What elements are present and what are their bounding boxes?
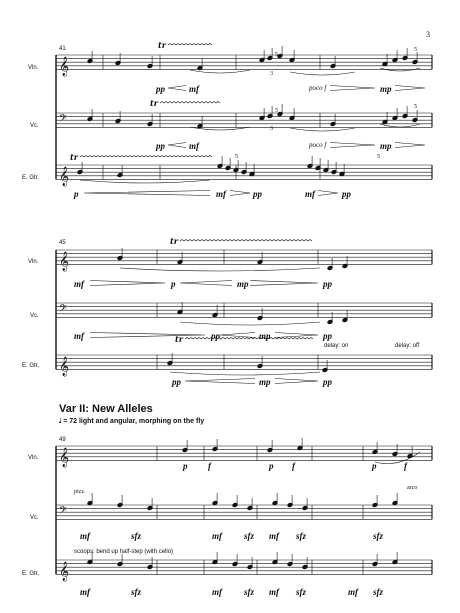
crescendo-hairpin	[220, 333, 255, 338]
trill-wavy-line	[185, 338, 313, 340]
delay-on-text: delay: on	[324, 343, 349, 349]
dyn-vc2-pp: pp	[211, 331, 220, 341]
dyn-vc-mp: mp	[380, 141, 392, 151]
dyn-gtr3-mf-1: mf	[80, 587, 90, 597]
label-guitar: E. Gtr.	[22, 175, 40, 181]
half-note-icon: 𝅗𝅥	[59, 418, 62, 425]
dyn-gtr-pp: pp	[253, 189, 262, 199]
dyn-gtr3-sfz-4: sfz	[373, 587, 384, 597]
scoops-instruction: scoops: bend up half-step (with cello)	[74, 549, 174, 555]
tuplet-vc-3: 3	[270, 126, 273, 132]
decrescendo-hairpin	[250, 281, 318, 286]
expr-vln-poco-f: poco f	[309, 84, 327, 92]
trill-wavy-line	[168, 44, 212, 46]
treble-clef-icon: 𝄞	[59, 356, 70, 377]
slur	[170, 372, 320, 375]
slur	[190, 70, 250, 73]
decrescendo-hairpin	[330, 86, 375, 91]
measure-number-41: 41	[59, 46, 66, 52]
trill-wavy-line	[180, 240, 312, 242]
slur	[290, 72, 355, 75]
page-number: 3	[426, 30, 430, 39]
trill-icon: tr	[175, 334, 183, 344]
dyn-vln2-pp: pp	[323, 279, 332, 289]
slur	[180, 322, 320, 325]
decrescendo-hairpin	[230, 191, 250, 196]
label-cello-2: Vc.	[30, 313, 39, 319]
decrescendo-hairpin	[395, 86, 425, 91]
treble-clef-icon: 𝄞	[59, 561, 70, 582]
dyn-gtr-mf-2: mf	[305, 189, 315, 199]
bass-clef-icon: 𝄢	[59, 112, 67, 127]
slur	[80, 180, 210, 183]
trill-icon: tr	[170, 236, 178, 246]
dyn-vln2-p: p	[171, 279, 176, 289]
dyn-vln3-f-3: f	[404, 461, 407, 471]
treble-clef-icon: 𝄞	[59, 166, 70, 187]
dyn-vln-mp: mp	[380, 84, 392, 94]
dyn-vln3-f-2: f	[292, 461, 295, 471]
dyn-vc3-sfz-1: sfz	[131, 531, 142, 541]
dyn-vc2-pp-2: pp	[323, 331, 332, 341]
dyn-vln-pp: pp	[156, 84, 165, 94]
trill-icon: tr	[150, 98, 158, 108]
dyn-gtr-p: p	[74, 189, 79, 199]
dyn-gtr-pp-2: pp	[342, 189, 351, 199]
treble-clef-icon: 𝄞	[59, 56, 70, 77]
dyn-vc3-sfz-4: sfz	[373, 531, 384, 541]
dyn-vc-pp: pp	[156, 141, 165, 151]
dyn-gtr-mf: mf	[216, 189, 226, 199]
dyn-vln3-p-2: p	[269, 461, 274, 471]
bass-clef-icon: 𝄢	[59, 302, 67, 317]
label-violin-2: Vln.	[28, 259, 39, 265]
bass-clef-icon: 𝄢	[59, 504, 67, 519]
dyn-vc2-mp: mp	[259, 331, 271, 341]
dyn-gtr2-pp-2: pp	[323, 377, 332, 387]
decrescendo-hairpin	[330, 143, 375, 148]
dyn-gtr3-sfz-1: sfz	[131, 587, 142, 597]
dyn-gtr2-mp: mp	[259, 377, 271, 387]
dyn-vc3-mf-1: mf	[80, 531, 90, 541]
measure-number-49: 49	[59, 437, 66, 443]
slur	[120, 268, 320, 271]
section-title: Var II: New Alleles	[59, 403, 153, 415]
dyn-gtr2-pp: pp	[172, 377, 181, 387]
crescendo-hairpin	[168, 86, 186, 91]
slur	[380, 124, 420, 127]
dyn-vc3-mf-3: mf	[269, 531, 279, 541]
dyn-vc3-sfz-2: sfz	[244, 531, 255, 541]
dyn-vln-mf: mf	[189, 84, 199, 94]
trill-wavy-line	[80, 156, 212, 158]
measure-number-45: 45	[59, 240, 66, 246]
slur	[290, 128, 355, 131]
dyn-vc2-mf: mf	[74, 331, 84, 341]
dyn-gtr3-mf-2: mf	[212, 587, 222, 597]
dyn-gtr3-mf-4: mf	[348, 587, 358, 597]
delay-off-text: delay: off	[395, 343, 420, 349]
tuplet-gtr-5: 5	[235, 154, 238, 160]
tuplet-vc-5b: 5	[414, 104, 417, 110]
tuplet-vln-5b: 5	[414, 47, 417, 53]
crescendo-hairpin	[84, 191, 210, 196]
decrescendo-hairpin	[90, 333, 205, 338]
arco-text: arco	[407, 485, 418, 491]
label-violin: Vln.	[28, 65, 39, 71]
treble-clef-icon: 𝄞	[59, 447, 70, 468]
label-violin-3: Vln.	[28, 455, 39, 461]
dyn-vln3-f-1: f	[208, 461, 211, 471]
tempo-marking: 𝅗𝅥 = 72 light and angular, morphing on the fly	[59, 418, 205, 425]
decrescendo-hairpin	[275, 379, 318, 384]
dyn-gtr3-mf-3: mf	[269, 587, 279, 597]
expr-vc-poco-f: poco f	[309, 141, 327, 149]
tuplet-vc-5: 5	[275, 108, 278, 114]
tuplet-vln-3: 3	[270, 71, 273, 77]
decrescendo-hairpin	[395, 143, 425, 148]
trill-wavy-line	[160, 102, 220, 104]
label-guitar-3: E. Gtr.	[22, 571, 40, 577]
decrescendo-hairpin	[275, 333, 318, 338]
label-cello: Vc.	[30, 123, 39, 129]
label-guitar-2: E. Gtr.	[22, 363, 40, 369]
treble-clef-icon: 𝄞	[59, 251, 70, 272]
dyn-vln3-p-3: p	[372, 461, 377, 471]
dyn-vc-mf: mf	[189, 141, 199, 151]
tuplet-gtr-5b: 5	[377, 154, 380, 160]
dyn-vln3-p-1: p	[183, 461, 188, 471]
dyn-vc3-mf-2: mf	[212, 531, 222, 541]
decrescendo-hairpin	[90, 281, 165, 286]
dyn-vln2-mf: mf	[74, 279, 84, 289]
dyn-vc3-sfz-3: sfz	[296, 531, 307, 541]
pizz-text: pizz.	[74, 489, 86, 495]
crescendo-hairpin	[180, 281, 232, 286]
dyn-vln2-mp: mp	[237, 279, 249, 289]
dyn-gtr3-sfz-3: sfz	[296, 587, 307, 597]
crescendo-hairpin	[185, 379, 255, 384]
label-cello-3: Vc.	[30, 515, 39, 521]
trill-icon: tr	[70, 152, 78, 162]
trill-icon: tr	[158, 40, 166, 50]
tuplet-vln-5: 5	[275, 52, 278, 58]
crescendo-hairpin	[168, 143, 186, 148]
decrescendo-hairpin	[318, 191, 338, 196]
dyn-gtr3-sfz-2: sfz	[244, 587, 255, 597]
